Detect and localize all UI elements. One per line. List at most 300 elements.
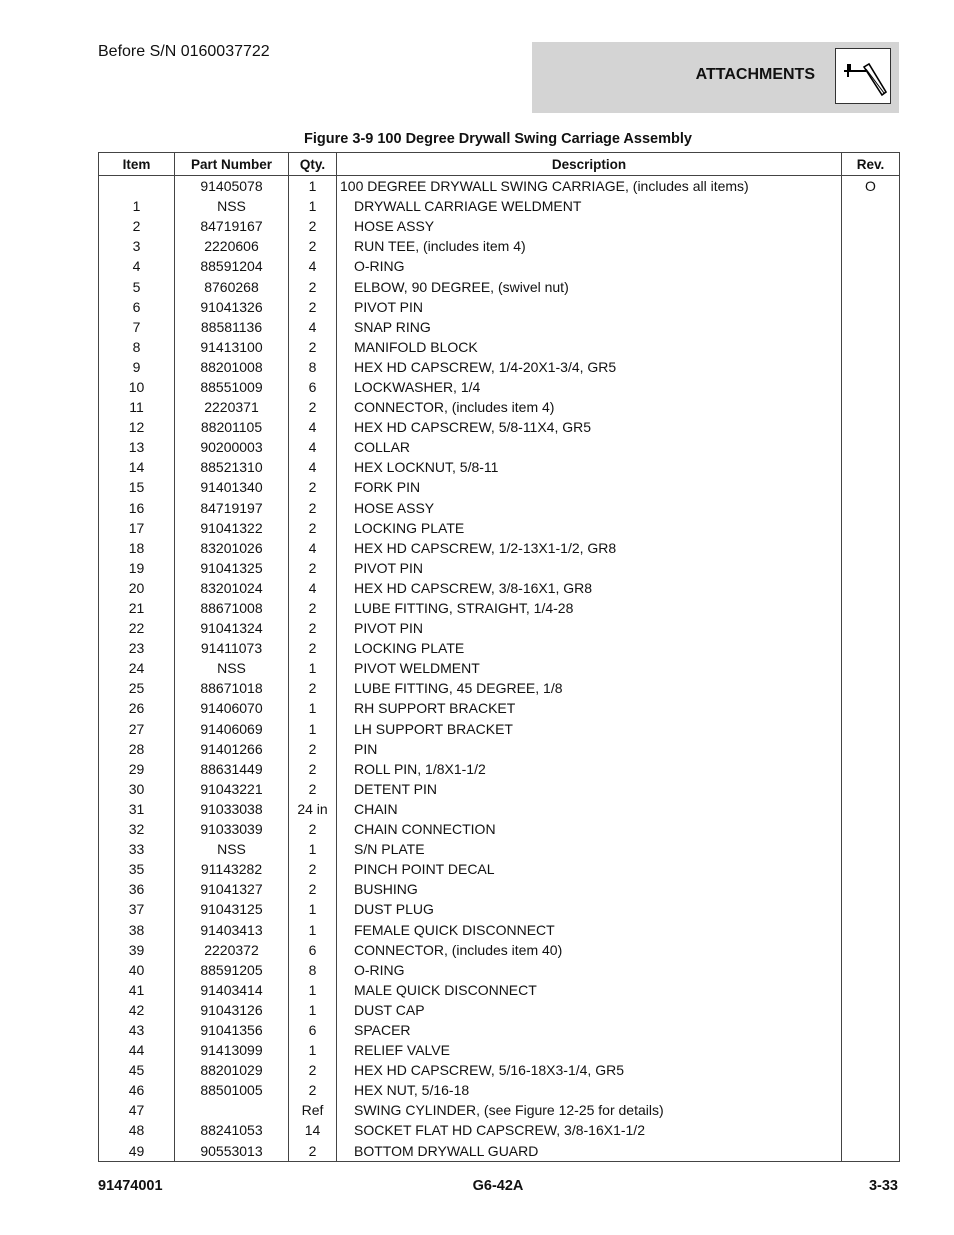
table-row xyxy=(99,719,900,739)
column-header-qty: Qty. xyxy=(289,153,337,176)
description-cell: HEX HD CAPSCREW, 3/8-16X1, GR8 xyxy=(337,578,842,598)
item-cell: 38 xyxy=(99,919,175,939)
rev-cell xyxy=(842,1060,900,1080)
rev-cell xyxy=(842,1100,900,1120)
part-number-cell: 91041322 xyxy=(175,518,289,538)
item-cell: 11 xyxy=(99,397,175,417)
qty-cell: 2 xyxy=(289,638,337,658)
part-number-cell xyxy=(175,1100,289,1120)
rev-cell xyxy=(842,638,900,658)
part-number-cell: 88671008 xyxy=(175,598,289,618)
qty-cell: 2 xyxy=(289,598,337,618)
qty-cell: 1 xyxy=(289,839,337,859)
serial-number-note: Before S/N 0160037722 xyxy=(98,43,270,60)
part-number-cell: 91041356 xyxy=(175,1020,289,1040)
rev-cell xyxy=(842,919,900,939)
table-row xyxy=(99,1020,900,1040)
qty-cell: 6 xyxy=(289,377,337,397)
description-cell: HOSE ASSY xyxy=(337,498,842,518)
table-row xyxy=(99,437,900,457)
qty-cell: 6 xyxy=(289,940,337,960)
table-row xyxy=(99,176,900,197)
part-number-cell: 91413099 xyxy=(175,1040,289,1060)
item-cell: 12 xyxy=(99,417,175,437)
qty-cell: 6 xyxy=(289,1020,337,1040)
qty-cell: 2 xyxy=(289,779,337,799)
description-cell: HEX HD CAPSCREW, 5/8-11X4, GR5 xyxy=(337,417,842,437)
item-cell: 41 xyxy=(99,980,175,1000)
item-cell: 14 xyxy=(99,457,175,477)
part-number-cell: 2220606 xyxy=(175,236,289,256)
qty-cell: 1 xyxy=(289,196,337,216)
rev-cell xyxy=(842,196,900,216)
rev-cell xyxy=(842,377,900,397)
part-number-cell: 91403413 xyxy=(175,919,289,939)
rev-cell xyxy=(842,859,900,879)
rev-cell xyxy=(842,678,900,698)
footer-model: G6-42A xyxy=(472,1178,524,1194)
qty-cell: 2 xyxy=(289,297,337,317)
table-row xyxy=(99,919,900,939)
table-row xyxy=(99,1120,900,1140)
item-cell: 32 xyxy=(99,819,175,839)
item-cell: 16 xyxy=(99,498,175,518)
description-cell: S/N PLATE xyxy=(337,839,842,859)
table-row xyxy=(99,598,900,618)
rev-cell xyxy=(842,1020,900,1040)
rev-cell xyxy=(842,980,900,1000)
item-cell: 21 xyxy=(99,598,175,618)
rev-cell xyxy=(842,799,900,819)
qty-cell: 8 xyxy=(289,357,337,377)
rev-cell: O xyxy=(842,176,900,197)
part-number-cell: 88551009 xyxy=(175,377,289,397)
item-cell: 2 xyxy=(99,216,175,236)
item-cell: 36 xyxy=(99,879,175,899)
rev-cell xyxy=(842,518,900,538)
part-number-cell: 84719197 xyxy=(175,498,289,518)
table-row xyxy=(99,739,900,759)
description-cell: CONNECTOR, (includes item 40) xyxy=(337,940,842,960)
table-row xyxy=(99,337,900,357)
column-header-item: Item xyxy=(99,153,175,176)
table-row xyxy=(99,839,900,859)
rev-cell xyxy=(842,437,900,457)
qty-cell: 4 xyxy=(289,578,337,598)
description-cell: LOCKING PLATE xyxy=(337,638,842,658)
part-number-cell: 91406069 xyxy=(175,719,289,739)
description-cell: LOCKWASHER, 1/4 xyxy=(337,377,842,397)
qty-cell: 4 xyxy=(289,317,337,337)
table-row xyxy=(99,457,900,477)
part-number-cell: 91405078 xyxy=(175,176,289,197)
qty-cell: 2 xyxy=(289,819,337,839)
description-cell: CHAIN CONNECTION xyxy=(337,819,842,839)
rev-cell xyxy=(842,337,900,357)
part-number-cell: 88241053 xyxy=(175,1120,289,1140)
item-cell: 4 xyxy=(99,256,175,276)
item-cell: 42 xyxy=(99,1000,175,1020)
qty-cell: 4 xyxy=(289,417,337,437)
qty-cell: 2 xyxy=(289,739,337,759)
part-number-cell: 88581136 xyxy=(175,317,289,337)
part-number-cell: 91043126 xyxy=(175,1000,289,1020)
description-cell: SOCKET FLAT HD CAPSCREW, 3/8-16X1-1/2 xyxy=(337,1120,842,1140)
part-number-cell: 2220372 xyxy=(175,940,289,960)
description-cell: HEX HD CAPSCREW, 1/2-13X1-1/2, GR8 xyxy=(337,538,842,558)
table-row xyxy=(99,698,900,718)
table-row xyxy=(99,658,900,678)
qty-cell: 24 in xyxy=(289,799,337,819)
item-cell: 23 xyxy=(99,638,175,658)
part-number-cell: 91401266 xyxy=(175,739,289,759)
description-cell: SPACER xyxy=(337,1020,842,1040)
rev-cell xyxy=(842,739,900,759)
rev-cell xyxy=(842,698,900,718)
qty-cell: 2 xyxy=(289,759,337,779)
table-row xyxy=(99,216,900,236)
qty-cell: 8 xyxy=(289,960,337,980)
description-cell: HEX NUT, 5/16-18 xyxy=(337,1080,842,1100)
table-row xyxy=(99,1100,900,1120)
rev-cell xyxy=(842,477,900,497)
table-row xyxy=(99,779,900,799)
description-cell: PINCH POINT DECAL xyxy=(337,859,842,879)
rev-cell xyxy=(842,779,900,799)
item-cell: 1 xyxy=(99,196,175,216)
qty-cell: 2 xyxy=(289,337,337,357)
rev-cell xyxy=(842,297,900,317)
description-cell: RELIEF VALVE xyxy=(337,1040,842,1060)
table-header-row xyxy=(99,153,900,176)
rev-cell xyxy=(842,417,900,437)
part-number-cell: 91143282 xyxy=(175,859,289,879)
part-number-cell: 88631449 xyxy=(175,759,289,779)
table-row xyxy=(99,940,900,960)
rev-cell xyxy=(842,357,900,377)
table-row xyxy=(99,759,900,779)
parts-table xyxy=(98,152,900,1162)
item-cell: 33 xyxy=(99,839,175,859)
qty-cell: 2 xyxy=(289,477,337,497)
rev-cell xyxy=(842,276,900,296)
rev-cell xyxy=(842,819,900,839)
qty-cell: 1 xyxy=(289,1040,337,1060)
table-row xyxy=(99,477,900,497)
part-number-cell: NSS xyxy=(175,196,289,216)
description-cell: HEX HD CAPSCREW, 1/4-20X1-3/4, GR5 xyxy=(337,357,842,377)
table-row xyxy=(99,256,900,276)
rev-cell xyxy=(842,1141,900,1162)
qty-cell: 4 xyxy=(289,457,337,477)
item-cell: 8 xyxy=(99,337,175,357)
rev-cell xyxy=(842,1080,900,1100)
part-number-cell: 88201029 xyxy=(175,1060,289,1080)
item-cell: 30 xyxy=(99,779,175,799)
qty-cell: 2 xyxy=(289,1141,337,1162)
table-row xyxy=(99,558,900,578)
attachment-hook-icon xyxy=(835,48,891,104)
table-row xyxy=(99,899,900,919)
item-cell: 17 xyxy=(99,518,175,538)
description-cell: BUSHING xyxy=(337,879,842,899)
table-row xyxy=(99,236,900,256)
description-cell: HOSE ASSY xyxy=(337,216,842,236)
table-row xyxy=(99,1040,900,1060)
part-number-cell: 88521310 xyxy=(175,457,289,477)
description-cell: COLLAR xyxy=(337,437,842,457)
part-number-cell: 91411073 xyxy=(175,638,289,658)
qty-cell: 1 xyxy=(289,1000,337,1020)
rev-cell xyxy=(842,256,900,276)
item-cell: 25 xyxy=(99,678,175,698)
rev-cell xyxy=(842,759,900,779)
qty-cell: 1 xyxy=(289,980,337,1000)
table-row xyxy=(99,1060,900,1080)
table-row xyxy=(99,357,900,377)
item-cell: 44 xyxy=(99,1040,175,1060)
part-number-cell: 91041325 xyxy=(175,558,289,578)
qty-cell: 2 xyxy=(289,618,337,638)
part-number-cell: 91406070 xyxy=(175,698,289,718)
part-number-cell: 88671018 xyxy=(175,678,289,698)
description-cell: DUST CAP xyxy=(337,1000,842,1020)
figure-title: Figure 3-9 100 Degree Drywall Swing Carriage Assembly xyxy=(304,131,692,147)
part-number-cell: 91413100 xyxy=(175,337,289,357)
qty-cell: 1 xyxy=(289,176,337,197)
part-number-cell: 83201026 xyxy=(175,538,289,558)
rev-cell xyxy=(842,216,900,236)
part-number-cell: 91041327 xyxy=(175,879,289,899)
description-cell: SWING CYLINDER, (see Figure 12-25 for details) xyxy=(337,1100,842,1120)
item-cell: 10 xyxy=(99,377,175,397)
qty-cell: 2 xyxy=(289,1060,337,1080)
part-number-cell: 2220371 xyxy=(175,397,289,417)
item-cell: 6 xyxy=(99,297,175,317)
item-cell: 43 xyxy=(99,1020,175,1040)
qty-cell: 4 xyxy=(289,538,337,558)
part-number-cell: 88201008 xyxy=(175,357,289,377)
item-cell: 15 xyxy=(99,477,175,497)
description-cell: PIVOT PIN xyxy=(337,297,842,317)
rev-cell xyxy=(842,558,900,578)
table-row xyxy=(99,618,900,638)
table-row xyxy=(99,578,900,598)
part-number-cell: 88201105 xyxy=(175,417,289,437)
qty-cell: 2 xyxy=(289,216,337,236)
table-row xyxy=(99,417,900,437)
description-cell: ELBOW, 90 DEGREE, (swivel nut) xyxy=(337,276,842,296)
item-cell: 35 xyxy=(99,859,175,879)
table-row xyxy=(99,397,900,417)
rev-cell xyxy=(842,1040,900,1060)
part-number-cell: 8760268 xyxy=(175,276,289,296)
table-row xyxy=(99,678,900,698)
part-number-cell: 88591205 xyxy=(175,960,289,980)
qty-cell: 2 xyxy=(289,397,337,417)
part-number-cell: 91043125 xyxy=(175,899,289,919)
qty-cell: 2 xyxy=(289,859,337,879)
description-cell: PIN xyxy=(337,739,842,759)
rev-cell xyxy=(842,839,900,859)
qty-cell: 2 xyxy=(289,879,337,899)
part-number-cell: 90553013 xyxy=(175,1141,289,1162)
qty-cell: 4 xyxy=(289,437,337,457)
rev-cell xyxy=(842,1000,900,1020)
rev-cell xyxy=(842,457,900,477)
description-cell: DRYWALL CARRIAGE WELDMENT xyxy=(337,196,842,216)
footer-document-number: 91474001 xyxy=(98,1178,163,1194)
description-cell: FEMALE QUICK DISCONNECT xyxy=(337,919,842,939)
part-number-cell: 91033038 xyxy=(175,799,289,819)
column-header-part-number: Part Number xyxy=(175,153,289,176)
description-cell: LUBE FITTING, 45 DEGREE, 1/8 xyxy=(337,678,842,698)
table-row xyxy=(99,1141,900,1162)
parts-table-body xyxy=(99,176,900,1162)
section-title: ATTACHMENTS xyxy=(695,66,815,83)
description-cell: BOTTOM DRYWALL GUARD xyxy=(337,1141,842,1162)
qty-cell: 14 xyxy=(289,1120,337,1140)
part-number-cell: 91041324 xyxy=(175,618,289,638)
item-cell: 48 xyxy=(99,1120,175,1140)
description-cell: CHAIN xyxy=(337,799,842,819)
item-cell: 19 xyxy=(99,558,175,578)
item-cell: 28 xyxy=(99,739,175,759)
description-cell: O-RING xyxy=(337,256,842,276)
rev-cell xyxy=(842,317,900,337)
column-header-rev: Rev. xyxy=(842,153,900,176)
description-cell: PIVOT PIN xyxy=(337,558,842,578)
description-cell: ROLL PIN, 1/8X1-1/2 xyxy=(337,759,842,779)
description-cell: O-RING xyxy=(337,960,842,980)
table-row xyxy=(99,498,900,518)
table-row xyxy=(99,1000,900,1020)
qty-cell: 2 xyxy=(289,498,337,518)
description-cell: 100 DEGREE DRYWALL SWING CARRIAGE, (includes all items) xyxy=(337,176,842,197)
table-row xyxy=(99,297,900,317)
item-cell: 26 xyxy=(99,698,175,718)
item-cell: 3 xyxy=(99,236,175,256)
item-cell: 39 xyxy=(99,940,175,960)
item-cell: 45 xyxy=(99,1060,175,1080)
item-cell xyxy=(99,176,175,197)
rev-cell xyxy=(842,498,900,518)
qty-cell: 1 xyxy=(289,698,337,718)
part-number-cell: 91401340 xyxy=(175,477,289,497)
part-number-cell: 88591204 xyxy=(175,256,289,276)
description-cell: HEX LOCKNUT, 5/8-11 xyxy=(337,457,842,477)
description-cell: LH SUPPORT BRACKET xyxy=(337,719,842,739)
qty-cell: 1 xyxy=(289,899,337,919)
item-cell: 7 xyxy=(99,317,175,337)
rev-cell xyxy=(842,578,900,598)
rev-cell xyxy=(842,1120,900,1140)
item-cell: 49 xyxy=(99,1141,175,1162)
table-row xyxy=(99,638,900,658)
description-cell: FORK PIN xyxy=(337,477,842,497)
rev-cell xyxy=(842,598,900,618)
table-row xyxy=(99,196,900,216)
qty-cell: 2 xyxy=(289,558,337,578)
item-cell: 24 xyxy=(99,658,175,678)
table-row xyxy=(99,859,900,879)
rev-cell xyxy=(842,658,900,678)
description-cell: SNAP RING xyxy=(337,317,842,337)
item-cell: 31 xyxy=(99,799,175,819)
item-cell: 13 xyxy=(99,437,175,457)
part-number-cell: 90200003 xyxy=(175,437,289,457)
part-number-cell: 91041326 xyxy=(175,297,289,317)
column-header-description: Description xyxy=(337,153,842,176)
description-cell: DUST PLUG xyxy=(337,899,842,919)
rev-cell xyxy=(842,538,900,558)
part-number-cell: 84719167 xyxy=(175,216,289,236)
rev-cell xyxy=(842,879,900,899)
rev-cell xyxy=(842,397,900,417)
table-row xyxy=(99,518,900,538)
part-number-cell: 83201024 xyxy=(175,578,289,598)
description-cell: HEX HD CAPSCREW, 5/16-18X3-1/4, GR5 xyxy=(337,1060,842,1080)
item-cell: 46 xyxy=(99,1080,175,1100)
qty-cell: 2 xyxy=(289,678,337,698)
table-row xyxy=(99,538,900,558)
table-row xyxy=(99,276,900,296)
section-header xyxy=(532,42,899,113)
table-row xyxy=(99,317,900,337)
item-cell: 5 xyxy=(99,276,175,296)
qty-cell: 1 xyxy=(289,719,337,739)
qty-cell: 2 xyxy=(289,236,337,256)
description-cell: LOCKING PLATE xyxy=(337,518,842,538)
qty-cell: Ref xyxy=(289,1100,337,1120)
description-cell: PIVOT PIN xyxy=(337,618,842,638)
description-cell: RUN TEE, (includes item 4) xyxy=(337,236,842,256)
part-number-cell: 91033039 xyxy=(175,819,289,839)
qty-cell: 4 xyxy=(289,256,337,276)
part-number-cell: 91043221 xyxy=(175,779,289,799)
qty-cell: 2 xyxy=(289,1080,337,1100)
table-row xyxy=(99,960,900,980)
part-number-cell: NSS xyxy=(175,839,289,859)
description-cell: MALE QUICK DISCONNECT xyxy=(337,980,842,1000)
table-row xyxy=(99,1080,900,1100)
item-cell: 9 xyxy=(99,357,175,377)
description-cell: RH SUPPORT BRACKET xyxy=(337,698,842,718)
item-cell: 29 xyxy=(99,759,175,779)
table-row xyxy=(99,980,900,1000)
item-cell: 27 xyxy=(99,719,175,739)
part-number-cell: NSS xyxy=(175,658,289,678)
item-cell: 18 xyxy=(99,538,175,558)
description-cell: CONNECTOR, (includes item 4) xyxy=(337,397,842,417)
description-cell: PIVOT WELDMENT xyxy=(337,658,842,678)
rev-cell xyxy=(842,940,900,960)
table-row xyxy=(99,799,900,819)
item-cell: 47 xyxy=(99,1100,175,1120)
item-cell: 20 xyxy=(99,578,175,598)
table-row xyxy=(99,819,900,839)
footer-page-number: 3-33 xyxy=(868,1178,898,1194)
qty-cell: 1 xyxy=(289,919,337,939)
rev-cell xyxy=(842,618,900,638)
description-cell: LUBE FITTING, STRAIGHT, 1/4-28 xyxy=(337,598,842,618)
rev-cell xyxy=(842,960,900,980)
description-cell: MANIFOLD BLOCK xyxy=(337,337,842,357)
item-cell: 40 xyxy=(99,960,175,980)
description-cell: DETENT PIN xyxy=(337,779,842,799)
item-cell: 37 xyxy=(99,899,175,919)
part-number-cell: 88501005 xyxy=(175,1080,289,1100)
